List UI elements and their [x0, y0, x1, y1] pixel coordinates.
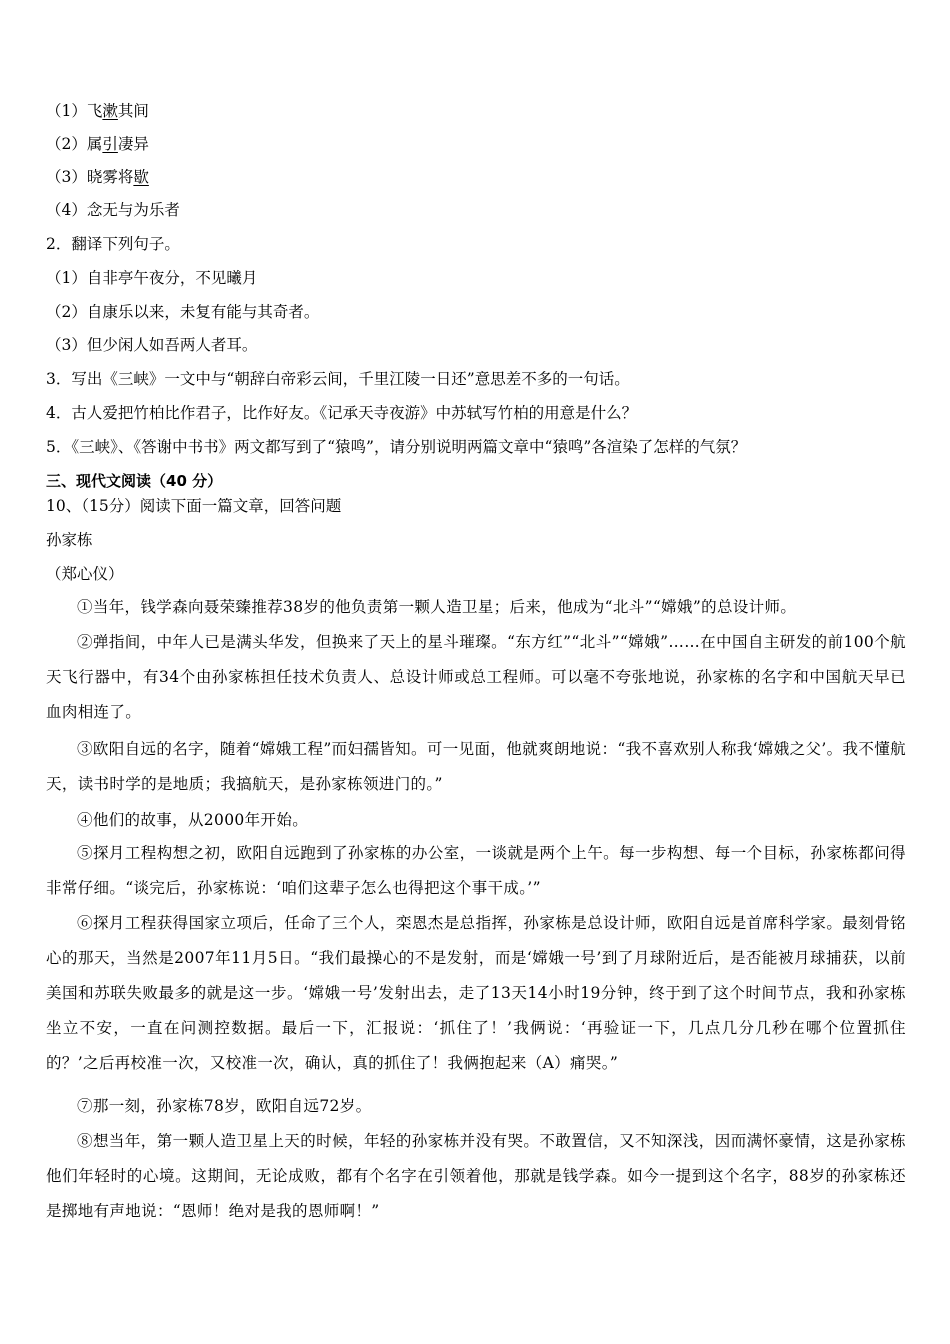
- vocab-item-text: （3）晓雾将: [46, 168, 134, 186]
- vocab-item-2: [46, 133, 910, 155]
- vocab-item-text: （1）飞: [46, 102, 103, 120]
- vocab-item-1: [46, 100, 910, 122]
- vocab-item-4: [46, 199, 910, 221]
- article-author: （郑心仪）: [46, 565, 124, 583]
- vocab-item-3: [46, 166, 910, 188]
- article-paragraph-4: ④他们的故事，从2000年开始。: [77, 811, 309, 829]
- article-title: 孙家栋: [46, 531, 93, 549]
- translate-item-1: （1）自非亭午夜分，不见曦月: [46, 269, 258, 287]
- question-5: 5．《三峡》、《答谢中书书》两文都写到了“猿鸣”，请分别说明两篇文章中“猿鸣”各渲染了怎样的气氛？: [46, 438, 747, 456]
- question-10: 10、（15分）阅读下面一篇文章，回答问题: [46, 497, 342, 515]
- article-paragraph-3: ③欧阳自远的名字，随着“嫦娥工程”而妇孺皆知。可一见面，他就爽朗地说：“我不喜欢别人称我‘嫦娥之父’。我不懂航天，读书时学的是地质；我搞航天，是孙家栋领进门的。”: [46, 740, 906, 793]
- article-paragraph-8: ⑧想当年，第一颗人造卫星上天的时候，年轻的孙家栋并没有哭。不敢置信，又不知深浅，因而满怀豪情，这是孙家栋他们年轻时的心境。这期间，无论成败，都有个名字在引领着他，那就是钱学森。如今一提到这个名字，88岁的孙家栋还是掷地有声地说：“恩师！绝对是我的恩师啊！”: [46, 1132, 906, 1220]
- vocab-item-text: （4）念无与为乐者: [46, 201, 180, 219]
- article-paragraph-5: ⑤探月工程构想之初，欧阳自远跑到了孙家栋的办公室，一谈就是两个上午。每一步构想、每一个目标，孙家栋都问得非常仔细。“谈完后，孙家栋说：‘咱们这辈子怎么也得把这个事干成。’”: [46, 844, 906, 897]
- vocab-item-text: 凄异: [117, 135, 149, 153]
- section-heading: 三、现代文阅读（40 分）: [46, 472, 223, 490]
- article-paragraph-7: ⑦那一刻，孙家栋78岁，欧阳自远72岁。: [77, 1097, 372, 1115]
- vocab-target-word: 漱: [102, 102, 118, 120]
- vocab-item-text: （2）属: [46, 135, 103, 153]
- article-paragraph-2: ②弹指间，中年人已是满头华发，但换来了天上的星斗璀璨。“东方红”“北斗”“嫦娥”……在中国自主研发的前100个航天飞行器中，有34个由孙家栋担任技术负责人、总设计师或总工程师。可以毫不夸张地说，孙家栋的名字和中国航天早已血肉相连了。: [46, 633, 906, 721]
- vocab-item-text: 其间: [117, 102, 149, 120]
- translate-item-2: （2）自康乐以来，未复有能与其奇者。: [46, 303, 320, 321]
- article-paragraph-1: ①当年，钱学森向聂荣臻推荐38岁的他负责第一颗人造卫星；后来，他成为“北斗”“嫦娥”的总设计师。: [77, 598, 797, 616]
- article-paragraph-6: ⑥探月工程获得国家立项后，任命了三个人，栾恩杰是总指挥，孙家栋是总设计师，欧阳自远是首席科学家。最刻骨铭心的那天，当然是2007年11月5日。“我们最操心的不是发射，而是‘嫦娥一号’到了月球附近后，是否能被月球捕获，以前美国和苏联失败最多的就是这一步。‘嫦娥一号’发射出去，走了13天14小时19分钟，终于到了这个时间节点，我和孙家栋坐立不安，一直在问测控数据。最后一下，汇报说：‘抓住了！’我俩说：‘再验证一下，几点几分几秒在哪个位置抓住的？’之后再校准一次，又校准一次，确认，真的抓住了！我俩抱起来（A）痛哭。”: [46, 914, 906, 1072]
- vocab-target-word: 引: [102, 135, 118, 153]
- question-3: 3．写出《三峡》一文中与“朝辞白帝彩云间，千里江陵一日还”意思差不多的一句话。: [46, 370, 630, 388]
- translate-item-3: （3）但少闲人如吾两人者耳。: [46, 336, 258, 354]
- question-2-heading: 2．翻译下列句子。: [46, 235, 180, 253]
- vocab-target-word: 歇: [133, 168, 149, 186]
- question-4: 4．古人爱把竹柏比作君子，比作好友。《记承天寺夜游》中苏轼写竹柏的用意是什么？: [46, 404, 638, 422]
